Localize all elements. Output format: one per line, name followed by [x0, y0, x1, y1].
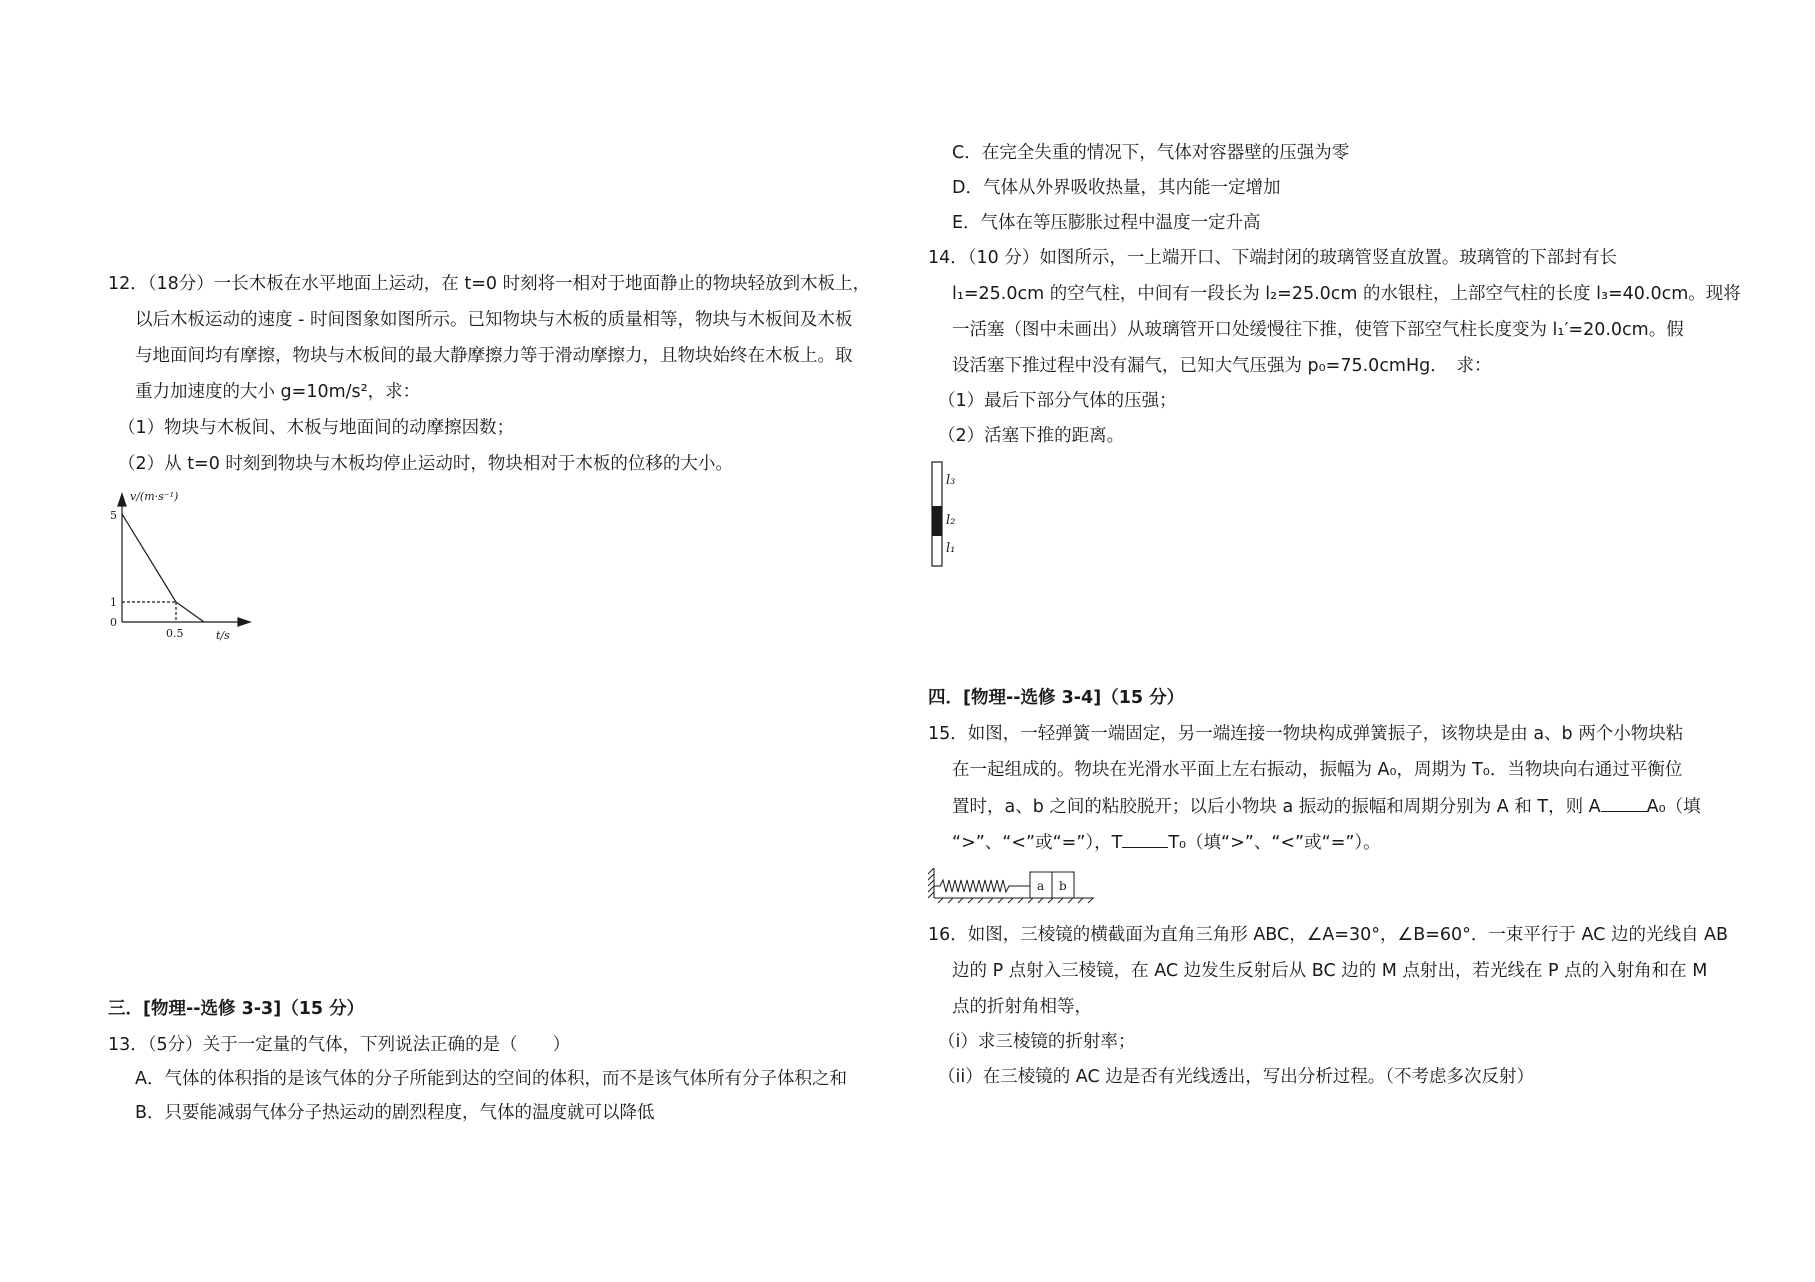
q13-option-c: C．在完全失重的情况下，气体对容器壁的压强为零 [952, 143, 1350, 163]
spring [934, 880, 1030, 892]
graph-tick-05: 0.5 [166, 627, 184, 640]
q14-line-1: 14．（10 分）如图所示，一上端开口、下端封闭的玻璃管竖直放置。玻璃管的下部封有长 [928, 248, 1617, 268]
q12-line-1: 12．（18分）一长木板在水平地面上运动，在 t=0 时刻将一相对于地面静止的物块轻放到木板上， [108, 274, 871, 294]
velocity-line-2 [176, 602, 204, 622]
spring-oscillator-figure [928, 866, 1108, 904]
label-l1: l₁ [946, 541, 956, 556]
q12-line-3: 与地面间均有摩擦，物块与木板间的最大静摩擦力等于滑动摩擦力，且物块始终在木板上。取 [135, 346, 853, 366]
q16-line-1: 16．如图，三棱镜的横截面为直角三角形 ABC，∠A=30°，∠B=60°．一束平行于 AC 边的光线自 AB [928, 925, 1728, 945]
wall-hatching [928, 868, 934, 898]
q15-line-3 [952, 795, 1701, 818]
q14-sub-1: （1）最后下部分气体的压强； [938, 391, 1177, 411]
q15-line-1: 15．如图，一轻弹簧一端固定，另一端连接一物块构成弹簧振子，该物块是由 a、b 两个小物块粘 [928, 724, 1684, 744]
section-4-title: 四．[物理--选修 3-4]（15 分） [928, 688, 1185, 708]
graph-x-label: t/s [216, 629, 230, 642]
glass-tube-figure [928, 460, 968, 568]
section-3-title: 三．[物理--选修 3-3]（15 分） [108, 999, 365, 1019]
q15-blank-period [1122, 831, 1168, 848]
q15-line-2: 在一起组成的。物块在光滑水平面上左右振动，振幅为 A₀，周期为 T₀．当物块向右通过平衡位 [952, 760, 1683, 780]
x-axis-arrow [238, 618, 250, 626]
q13-option-a: A．气体的体积指的是该气体的分子所能到达的空间的体积，而不是该气体所有分子体积之和 [135, 1069, 847, 1089]
graph-tick-1: 1 [110, 596, 117, 609]
q12-line-2: 以后木板运动的速度 - 时间图象如图所示。已知物块与木板的质量相等，物块与木板间及木板 [135, 310, 853, 330]
graph-tick-5: 5 [110, 509, 117, 522]
graph-tick-0: 0 [110, 616, 117, 629]
y-axis-arrow [118, 494, 126, 506]
q14-line-4: 设活塞下推过程中没有漏气，已知大气压强为 p₀=75.0cmHg． 求： [952, 356, 1492, 376]
q16-sub-2: （ii）在三棱镜的 AC 边是否有光线透出，写出分析过程。（不考虑多次反射） [938, 1067, 1534, 1087]
label-l3: l₃ [946, 473, 956, 488]
mercury-column [932, 506, 942, 536]
label-l2: l₂ [946, 513, 956, 528]
q16-line-3: 点的折射角相等， [952, 997, 1092, 1017]
q15-line-3-part-b: A₀（填 [1646, 797, 1701, 817]
q14-line-3: 一活塞（图中未画出）从玻璃管开口处缓慢往下推，使管下部空气柱长度变为 l₁′=20.0cm。假 [952, 320, 1684, 340]
velocity-line-1 [122, 514, 176, 602]
block-b-label: b [1059, 879, 1067, 893]
q13-option-d: D．气体从外界吸收热量，其内能一定增加 [952, 178, 1281, 198]
q16-sub-1: （i）求三棱镜的折射率； [938, 1032, 1136, 1052]
q12-line-4: 重力加速度的大小 g=10m/s²，求： [135, 382, 421, 402]
q15-blank-amplitude [1601, 795, 1647, 812]
q15-line-3-part-a: 置时，a、b 之间的粘胶脱开；以后小物块 a 振动的振幅和周期分别为 A 和 T，则 A [952, 797, 1601, 817]
q12-sub-2: （2）从 t=0 时刻到物块与木板均停止运动时，物块相对于木板的位移的大小。 [118, 454, 733, 474]
q15-line-4 [952, 831, 1381, 854]
q14-line-2: l₁=25.0cm 的空气柱，中间有一段长为 l₂=25.0cm 的水银柱，上部空气柱的长度 l₃=40.0cm。现将 [952, 284, 1741, 304]
q15-line-4-part-b: T₀（填“>”、“<”或“=”）。 [1168, 833, 1381, 853]
floor-hatching [938, 898, 1093, 903]
graph-y-label: v/(m·s⁻¹) [130, 490, 179, 503]
q13-stem: 13．（5分）关于一定量的气体，下列说法正确的是（ ） [108, 1035, 571, 1055]
q13-option-e: E．气体在等压膨胀过程中温度一定升高 [952, 213, 1261, 233]
q13-option-b: B．只要能减弱气体分子热运动的剧烈程度，气体的温度就可以降低 [135, 1103, 655, 1123]
velocity-time-graph [104, 484, 254, 644]
q16-line-2: 边的 P 点射入三棱镜，在 AC 边发生反射后从 BC 边的 M 点射出，若光线在 P 点的入射角和在 M [952, 961, 1708, 981]
q14-sub-2: （2）活塞下推的距离。 [938, 426, 1125, 446]
q12-sub-1: （1）物块与木板间、木板与地面间的动摩擦因数； [118, 418, 515, 438]
block-a-label: a [1037, 879, 1045, 893]
q15-line-4-part-a: “>”、“<”或“=”），T [952, 833, 1123, 853]
